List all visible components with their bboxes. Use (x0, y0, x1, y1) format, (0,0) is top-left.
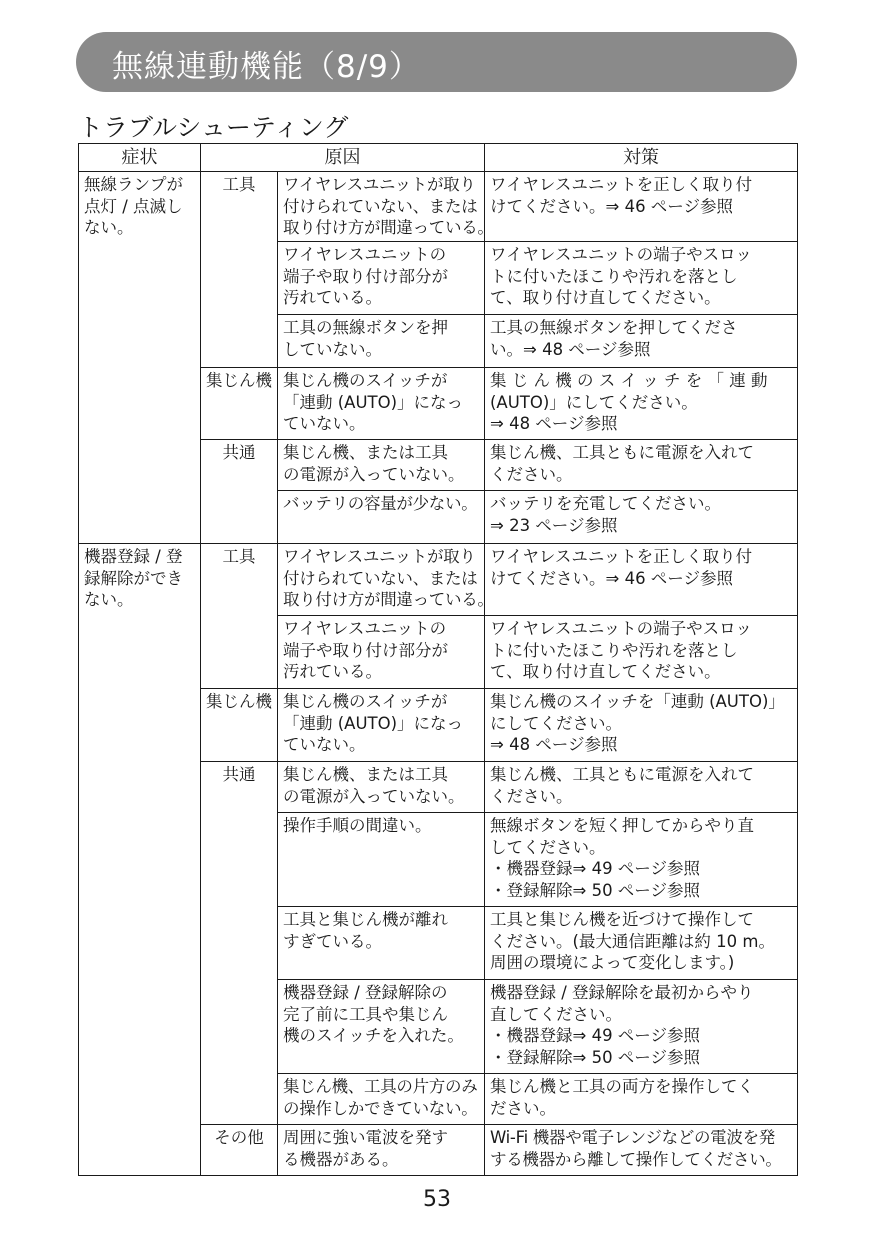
text-line: の電源が入っていない。 (283, 464, 465, 484)
text-line: 機器登録 / 登録解除の (283, 983, 448, 1002)
cause-cell (278, 616, 485, 689)
text-line: ・機器登録⇒ 49 ページ参照 (490, 859, 700, 878)
text-line: 集じん機、または工具 (283, 765, 448, 784)
text-line: ・機器登録⇒ 49 ページ参照 (490, 1026, 700, 1045)
page-number: 53 (423, 1187, 451, 1212)
remedy-cell (485, 491, 798, 544)
text-line: 汚れている。 (283, 288, 382, 307)
group-label: 共通 (201, 440, 278, 544)
cause-cell (278, 1125, 485, 1176)
text-line: ください。 (490, 786, 573, 806)
text-line: 集じん機、工具ともに電源を入れて (490, 765, 754, 784)
text-line: て、取り付け直してください。 (490, 288, 721, 307)
troubleshooting-table (78, 143, 798, 1176)
text-line: 周囲に強い電波を発す (283, 1128, 448, 1147)
text-line: ワイヤレスユニットが取り (283, 547, 476, 566)
text-line: 機のスイッチを入れた。 (283, 1026, 464, 1045)
text-line: ワイヤレスユニットが取り (283, 175, 476, 194)
text-line: ていない。 (283, 735, 366, 754)
text-line: 工具と集じん機が離れ (283, 910, 448, 929)
text-line: 無線ボタンを短く押してからやり直 (490, 816, 754, 835)
text-line: ワイヤレスユニットの端子やスロッ (490, 619, 752, 638)
text-line: 集じん機、工具の片方のみ (283, 1077, 478, 1096)
remedy-cell (485, 1074, 798, 1125)
text-line: 直してください。 (490, 1004, 622, 1024)
text-line: 機器登録 / 登録解除を最初からやり (490, 983, 754, 1002)
text-line: 点灯 / 点滅し (84, 196, 183, 216)
text-line: 機器登録 / 登 (84, 547, 183, 566)
text-line: 無線ランプが (84, 175, 183, 194)
remedy-cell (485, 907, 798, 980)
text-line: けてください。⇒ 46 ページ参照 (490, 196, 733, 216)
cause-cell (278, 172, 494, 242)
remedy-cell (485, 616, 798, 689)
text-line: 汚れている。 (283, 662, 382, 681)
remedy-cell (485, 813, 798, 907)
page-title: 無線連動機能（8/9） (112, 49, 421, 85)
text-line: ワイヤレスユニットの端子やスロッ (490, 245, 752, 264)
remedy-cell (485, 315, 798, 368)
text-line: にしてください。 (490, 713, 622, 733)
text-line: してください。 (490, 837, 606, 857)
text-line: 工具の無線ボタンを押 (283, 318, 448, 337)
text-line: バッテリを充電してください。 (490, 494, 721, 513)
text-line: 取り付け方が間違っている。 (283, 590, 494, 609)
cause-cell (278, 907, 485, 980)
text-line: 工具の無線ボタンを押してくださ (490, 318, 738, 337)
text-line: 録解除ができ (84, 568, 183, 588)
remedy-cell (485, 1125, 798, 1176)
text-line: い。⇒ 48 ページ参照 (490, 339, 651, 359)
text-line: ・登録解除⇒ 50 ページ参照 (490, 880, 700, 900)
table-header-row (79, 144, 798, 172)
text-line: 取り付け方が間違っている。 (283, 218, 494, 237)
text-line: 集じん機、または工具 (283, 443, 448, 462)
group-label: 共通 (201, 762, 278, 1125)
text-line: ⇒ 23 ページ参照 (490, 515, 618, 535)
header-symptom: 症状 (79, 144, 201, 172)
text-line: 付けられていない、または (283, 196, 478, 216)
remedy-cell (485, 440, 798, 491)
text-line: (AUTO)」にしてください。 (490, 392, 698, 412)
text-line: 集じん機と工具の両方を操作してく (490, 1077, 754, 1096)
group-label: 工具 (201, 172, 278, 368)
group-label: その他 (201, 1125, 278, 1176)
remedy-cell (485, 242, 798, 315)
header-remedy: 対策 (485, 144, 798, 172)
remedy-cell (485, 980, 798, 1074)
cause-cell (278, 491, 485, 544)
text-line: ださい。 (490, 1098, 556, 1118)
text-line: ください。 (490, 464, 573, 484)
cause-cell (278, 368, 485, 440)
group-label: 集じん機 (201, 689, 278, 762)
text-line: 完了前に工具や集じん (283, 1004, 448, 1024)
symptom-cell (79, 172, 201, 544)
text-line: ください。(最大通信距離は約 10 m。 (490, 931, 775, 951)
remedy-cell (485, 762, 798, 813)
cause-cell (278, 980, 485, 1074)
text-line: 集じん機、工具ともに電源を入れて (490, 443, 754, 462)
group-label: 工具 (201, 544, 278, 689)
table-row (79, 544, 798, 616)
text-line: すぎている。 (283, 931, 382, 951)
text-line: る機器がある。 (283, 1149, 399, 1169)
text-line: けてください。⇒ 46 ページ参照 (490, 568, 733, 588)
title-bar (76, 32, 797, 92)
text-line: ない。 (84, 218, 134, 237)
remedy-cell (485, 689, 798, 762)
symptom-cell (79, 544, 201, 1176)
text-line: ワイヤレスユニットの (283, 245, 447, 264)
table-row (79, 172, 798, 242)
text-line: 「連動 (AUTO)」になっ (283, 392, 464, 412)
remedy-cell (485, 544, 798, 616)
text-line: バッテリの容量が少ない。 (283, 494, 478, 513)
text-line: トに付いたほこりや汚れを落とし (490, 640, 738, 660)
text-line: ワイヤレスユニットを正しく取り付 (490, 175, 753, 194)
text-line: て、取り付け直してください。 (490, 662, 721, 681)
text-line: ワイヤレスユニットの (283, 619, 447, 638)
text-line: する機器から離して操作してください。 (490, 1149, 782, 1169)
remedy-cell (485, 368, 798, 440)
text-line: 集 じ ん 機 の ス イ ッ チ を 「 連 動 (490, 371, 768, 390)
text-line: 周囲の環境によって変化します。) (490, 953, 735, 972)
text-line: 工具と集じん機を近づけて操作して (490, 910, 754, 929)
group-label: 集じん機 (201, 368, 278, 440)
text-line: 集じん機のスイッチが (283, 692, 448, 711)
cause-cell (278, 440, 485, 491)
remedy-cell (485, 172, 798, 242)
text-line: Wi-Fi 機器や電子レンジなどの電波を発 (490, 1128, 775, 1147)
section-heading: トラブルシューティング (78, 113, 349, 142)
cause-cell (278, 1074, 485, 1125)
cause-cell (278, 242, 485, 315)
text-line: 端子や取り付け部分が (283, 640, 448, 660)
text-line: ていない。 (283, 414, 366, 433)
text-line: 「連動 (AUTO)」になっ (283, 713, 464, 733)
cause-cell (278, 544, 494, 616)
text-line: ない。 (84, 590, 134, 609)
text-line: トに付いたほこりや汚れを落とし (490, 266, 738, 286)
text-line: ⇒ 48 ページ参照 (490, 414, 618, 433)
text-line: 操作手順の間違い。 (283, 816, 432, 835)
text-line: の操作しかできていない。 (283, 1098, 478, 1118)
text-line: ⇒ 48 ページ参照 (490, 735, 618, 754)
cause-cell (278, 762, 485, 813)
text-line: ・登録解除⇒ 50 ページ参照 (490, 1047, 700, 1067)
header-cause: 原因 (201, 144, 485, 172)
cause-cell (278, 689, 485, 762)
text-line: 集じん機のスイッチが (283, 371, 448, 390)
text-line: 集じん機のスイッチを「連動 (AUTO)」 (490, 692, 785, 711)
cause-cell (278, 315, 485, 368)
text-line: 付けられていない、または (283, 568, 478, 588)
text-line: ワイヤレスユニットを正しく取り付 (490, 547, 753, 566)
text-line: していない。 (283, 339, 382, 359)
text-line: の電源が入っていない。 (283, 786, 465, 806)
cause-cell (278, 813, 485, 907)
text-line: 端子や取り付け部分が (283, 266, 448, 286)
